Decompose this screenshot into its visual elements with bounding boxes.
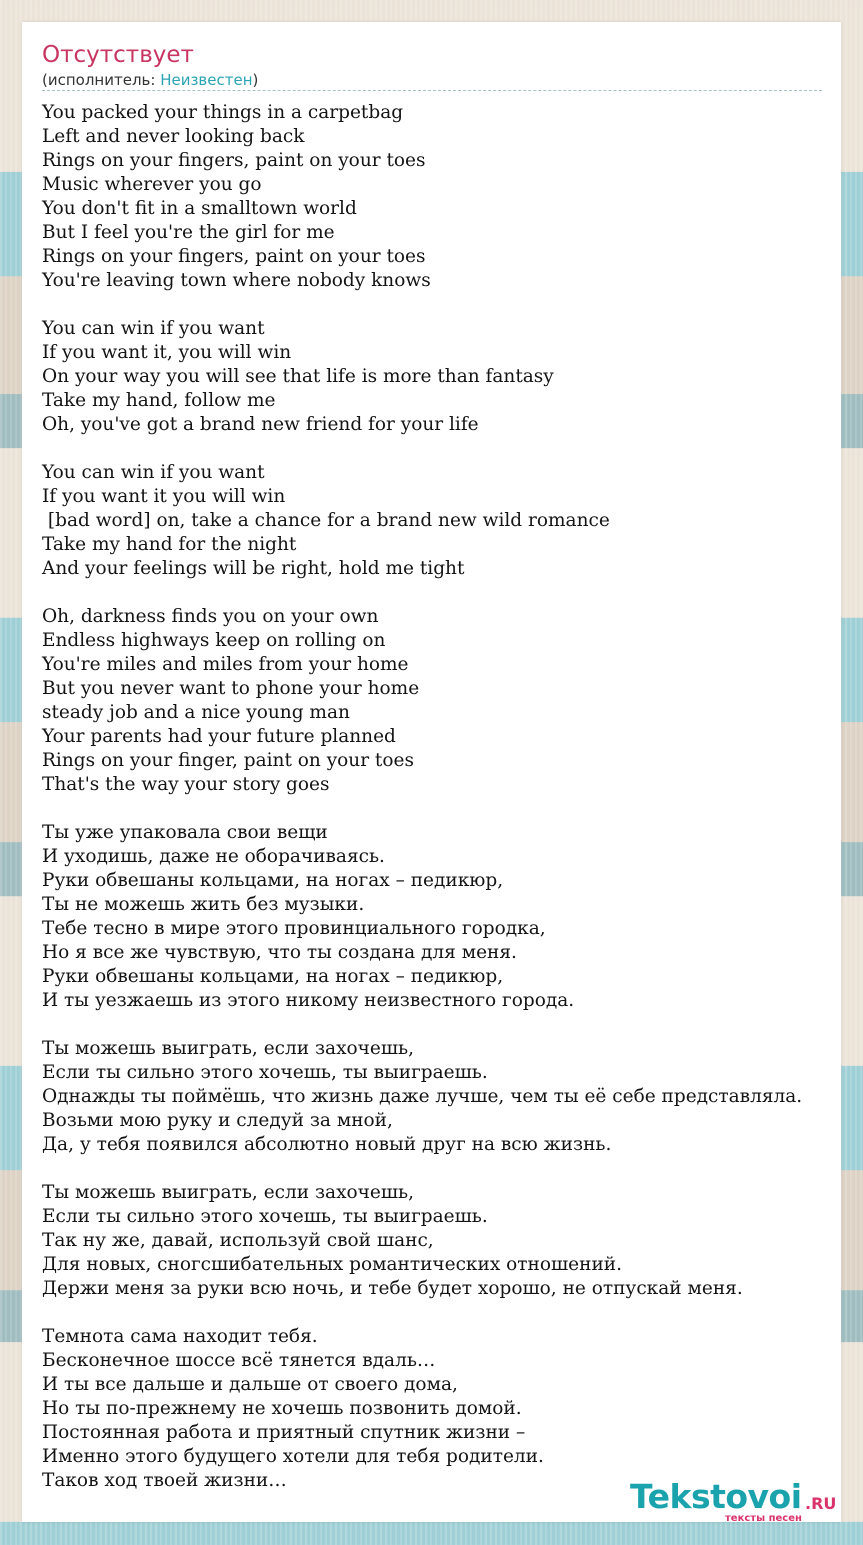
lyric-line: Ты не можешь жить без музыки. <box>42 894 365 915</box>
lyric-line: Именно этого будущего хотели для тебя родители. <box>42 1446 544 1467</box>
lyric-line: Но я все же чувствую, что ты создана для меня. <box>42 942 517 963</box>
lyric-line: You can win if you want <box>42 318 265 339</box>
lyric-line: И ты все дальше и дальше от своего дома, <box>42 1374 458 1395</box>
site-logo[interactable] <box>630 1477 840 1524</box>
lyric-line: Тебе тесно в мире этого провинциального городка, <box>42 918 546 939</box>
lyric-line: Your parents had your future planned <box>42 726 396 747</box>
lyric-line: If you want it you will win <box>42 486 286 507</box>
lyric-line: Oh, you've got a brand new friend for your life <box>42 414 479 435</box>
lyric-line: Music wherever you go <box>42 174 262 195</box>
lyric-line: Руки обвешаны кольцами, на ногах – педикюр, <box>42 966 504 987</box>
lyric-line: Бесконечное шоссе всё тянется вдаль… <box>42 1350 436 1371</box>
lyric-line: That's the way your story goes <box>42 774 330 795</box>
lyric-line: Однажды ты поймёшь, что жизнь даже лучше, чем ты её себе представляла. <box>42 1086 803 1107</box>
logo-wordmark: Tekstovoi <box>630 1477 802 1516</box>
lyric-line: Rings on your finger, paint on your toes <box>42 750 414 771</box>
lyric-line: But you never want to phone your home <box>42 678 420 699</box>
lyric-line: Oh, darkness finds you on your own <box>42 606 379 627</box>
lyrics-text <box>42 101 863 1493</box>
lyric-line: You don't fit in a smalltown world <box>42 198 357 219</box>
lyric-line: Темнота сама находит тебя. <box>42 1326 318 1347</box>
lyric-line: Left and never looking back <box>42 126 305 147</box>
lyric-line: And your feelings will be right, hold me tight <box>42 558 465 579</box>
lyric-line: Если ты сильно этого хочешь, ты выиграешь. <box>42 1062 488 1083</box>
lyric-line: Ты можешь выиграть, если захочешь, <box>42 1038 414 1059</box>
lyric-line: Но ты по-прежнему не хочешь позвонить домой. <box>42 1398 522 1419</box>
lyric-line: Таков ход твоей жизни… <box>42 1470 287 1491</box>
lyric-line: On your way you will see that life is more than fantasy <box>42 366 554 387</box>
lyric-line: Постоянная работа и приятный спутник жизни – <box>42 1422 526 1443</box>
lyric-line: If you want it, you will win <box>42 342 292 363</box>
lyric-line: [bad word] on, take a chance for a brand new wild romance <box>42 510 610 531</box>
lyric-line: Возьми мою руку и следуй за мной, <box>42 1110 393 1131</box>
lyric-line: You can win if you want <box>42 462 265 483</box>
lyric-line: Endless highways keep on rolling on <box>42 630 386 651</box>
lyric-line: Держи меня за руки всю ночь, и тебе будет хорошо, не отпускай меня. <box>42 1278 743 1299</box>
logo-domain: .RU <box>805 1494 837 1513</box>
lyric-line: You're miles and miles from your home <box>42 654 409 675</box>
lyric-line: Так ну же, давай, используй свой шанс, <box>42 1230 434 1251</box>
artist-link[interactable]: Неизвестен <box>160 71 253 89</box>
lyric-line: Ты уже упаковала свои вещи <box>42 822 328 843</box>
song-title: Отсутствует <box>42 42 194 68</box>
lyric-line: You're leaving town where nobody knows <box>42 270 431 291</box>
lyric-line: Если ты сильно этого хочешь, ты выиграешь. <box>42 1206 488 1227</box>
lyric-line: Ты можешь выиграть, если захочешь, <box>42 1182 414 1203</box>
lyrics-card <box>22 22 841 1522</box>
logo-tagline: тексты песен <box>725 1513 802 1524</box>
lyric-line: Take my hand, follow me <box>42 390 276 411</box>
lyric-line: И ты уезжаешь из этого никому неизвестного города. <box>42 990 575 1011</box>
artist-prefix: (исполнитель: <box>42 71 161 89</box>
title-divider <box>42 90 822 91</box>
lyric-line: Для новых, сногсшибательных романтических отношений. <box>42 1254 623 1275</box>
lyric-line: Take my hand for the night <box>42 534 297 555</box>
lyric-line: You packed your things in a carpetbag <box>42 102 404 123</box>
lyric-line: steady job and a nice young man <box>42 702 350 723</box>
lyric-line: Rings on your fingers, paint on your toes <box>42 246 426 267</box>
lyric-line: Да, у тебя появился абсолютно новый друг на всю жизнь. <box>42 1134 612 1155</box>
lyric-line: Rings on your fingers, paint on your toes <box>42 150 426 171</box>
lyric-line: But I feel you're the girl for me <box>42 222 335 243</box>
lyric-line: Руки обвешаны кольцами, на ногах – педикюр, <box>42 870 504 891</box>
artist-suffix: ) <box>252 71 259 89</box>
lyric-line: И уходишь, даже не оборачиваясь. <box>42 846 385 867</box>
artist-line <box>42 70 258 90</box>
